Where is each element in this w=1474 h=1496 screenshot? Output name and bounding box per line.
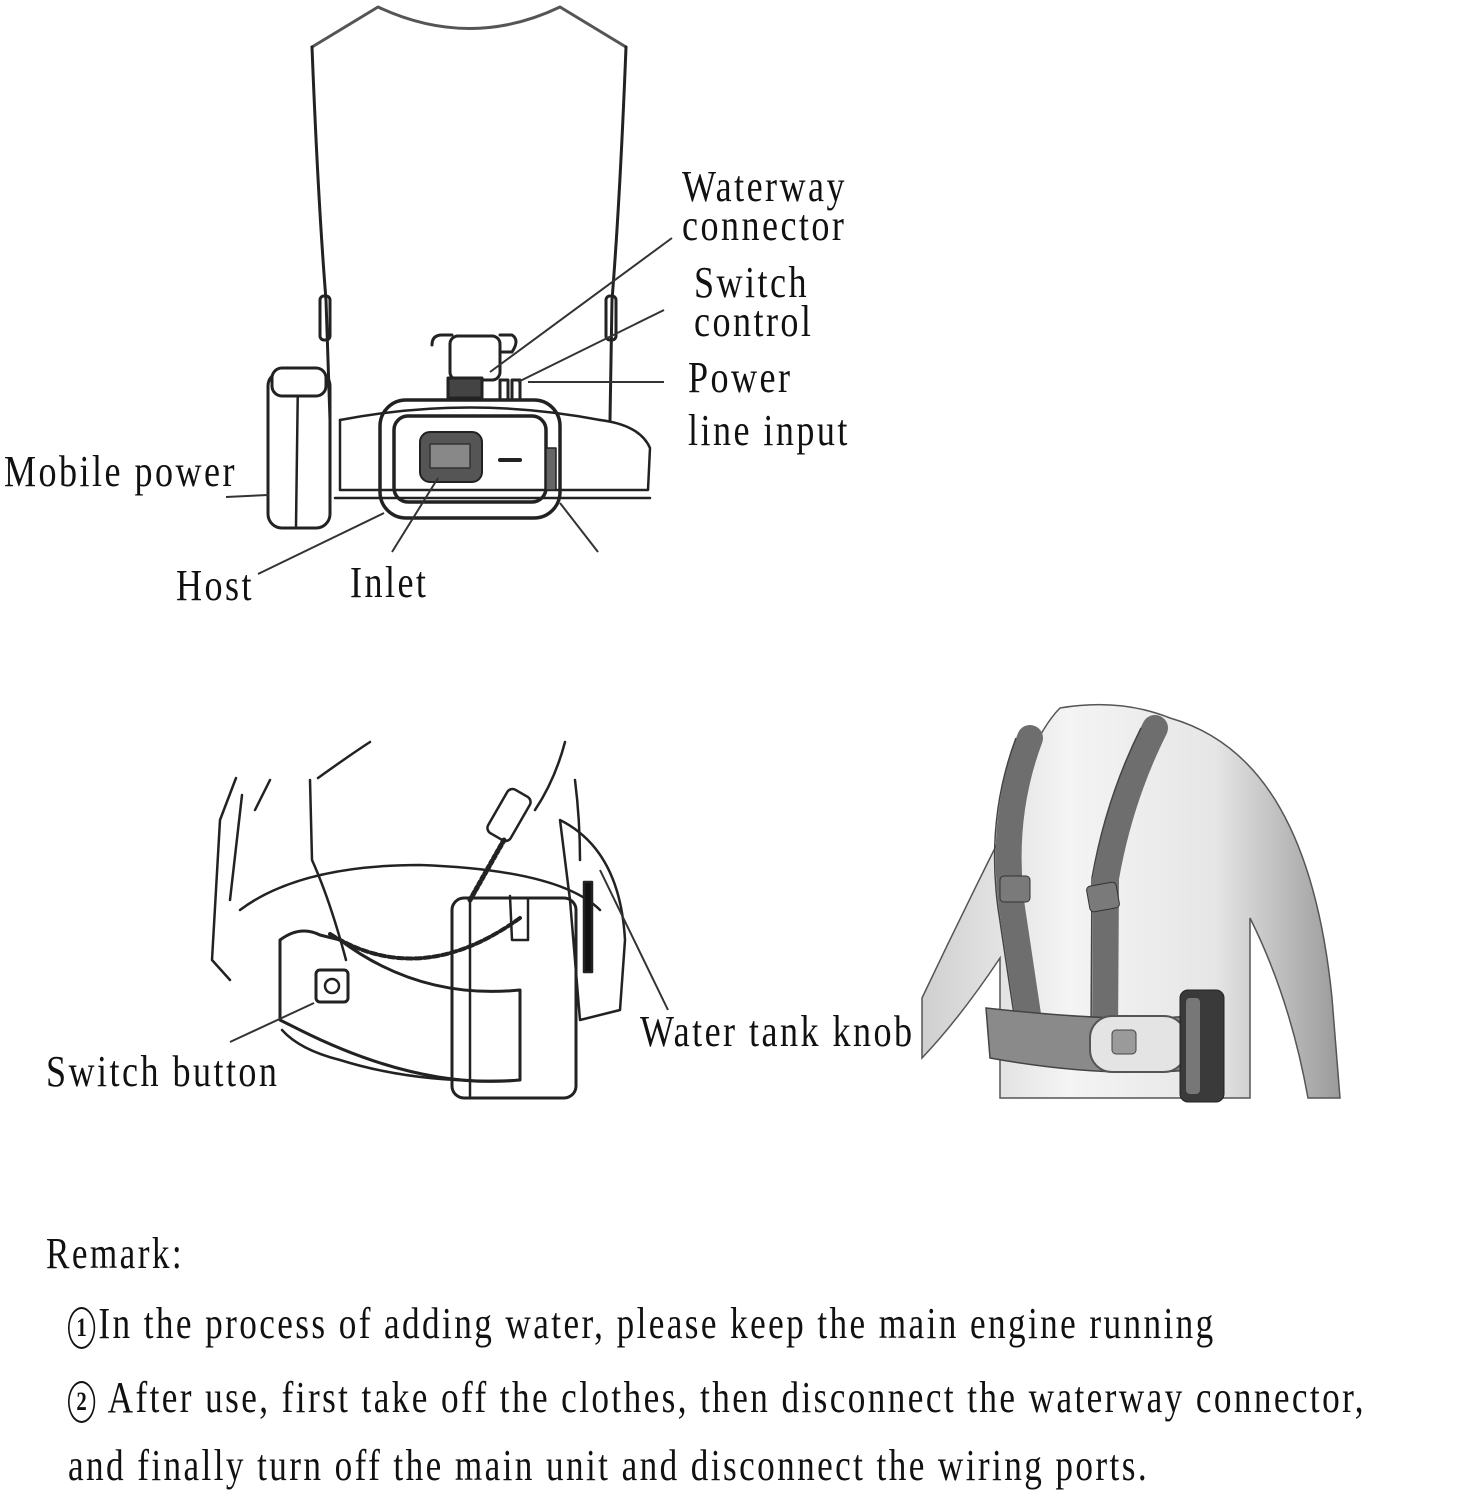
top-figure	[0, 0, 900, 620]
label-water-tank-knob: Water tank knob	[640, 1007, 915, 1056]
remark-item-2-continuation: and finally turn off the main unit and disconnect the wiring ports.	[68, 1441, 1150, 1490]
label-line: Power	[688, 353, 793, 402]
label-mobile-power: Mobile power	[4, 447, 237, 496]
label-line: Switch	[694, 258, 809, 307]
circled-number-1-icon: 1	[68, 1307, 95, 1349]
label-switch-control	[694, 258, 814, 346]
belt-figure	[0, 700, 940, 1120]
label-line: Waterway	[682, 162, 848, 211]
circled-number-2-icon: 2	[68, 1381, 95, 1423]
remark-item-1-text: In the process of adding water, please keep the main engine running	[98, 1299, 1216, 1348]
harness-figure	[920, 698, 1350, 1102]
label-line: connector	[682, 200, 847, 250]
label-host: Host	[176, 561, 255, 610]
label-waterway-connector	[682, 162, 848, 250]
remarks-section	[0, 1220, 1474, 1496]
label-line: control	[694, 296, 814, 346]
label-power-line-input	[688, 352, 850, 458]
label-switch-button: Switch button	[46, 1047, 280, 1096]
harness-drawing	[920, 698, 1350, 1102]
remark-item-2	[68, 1373, 1366, 1423]
label-inlet: Inlet	[350, 558, 429, 607]
remarks-heading: Remark:	[46, 1229, 185, 1278]
remark-item-2-text: After use, first take off the clothes, then disconnect the waterway connector,	[98, 1373, 1366, 1422]
label-line: line input	[688, 405, 850, 455]
remark-item-1	[68, 1299, 1216, 1349]
